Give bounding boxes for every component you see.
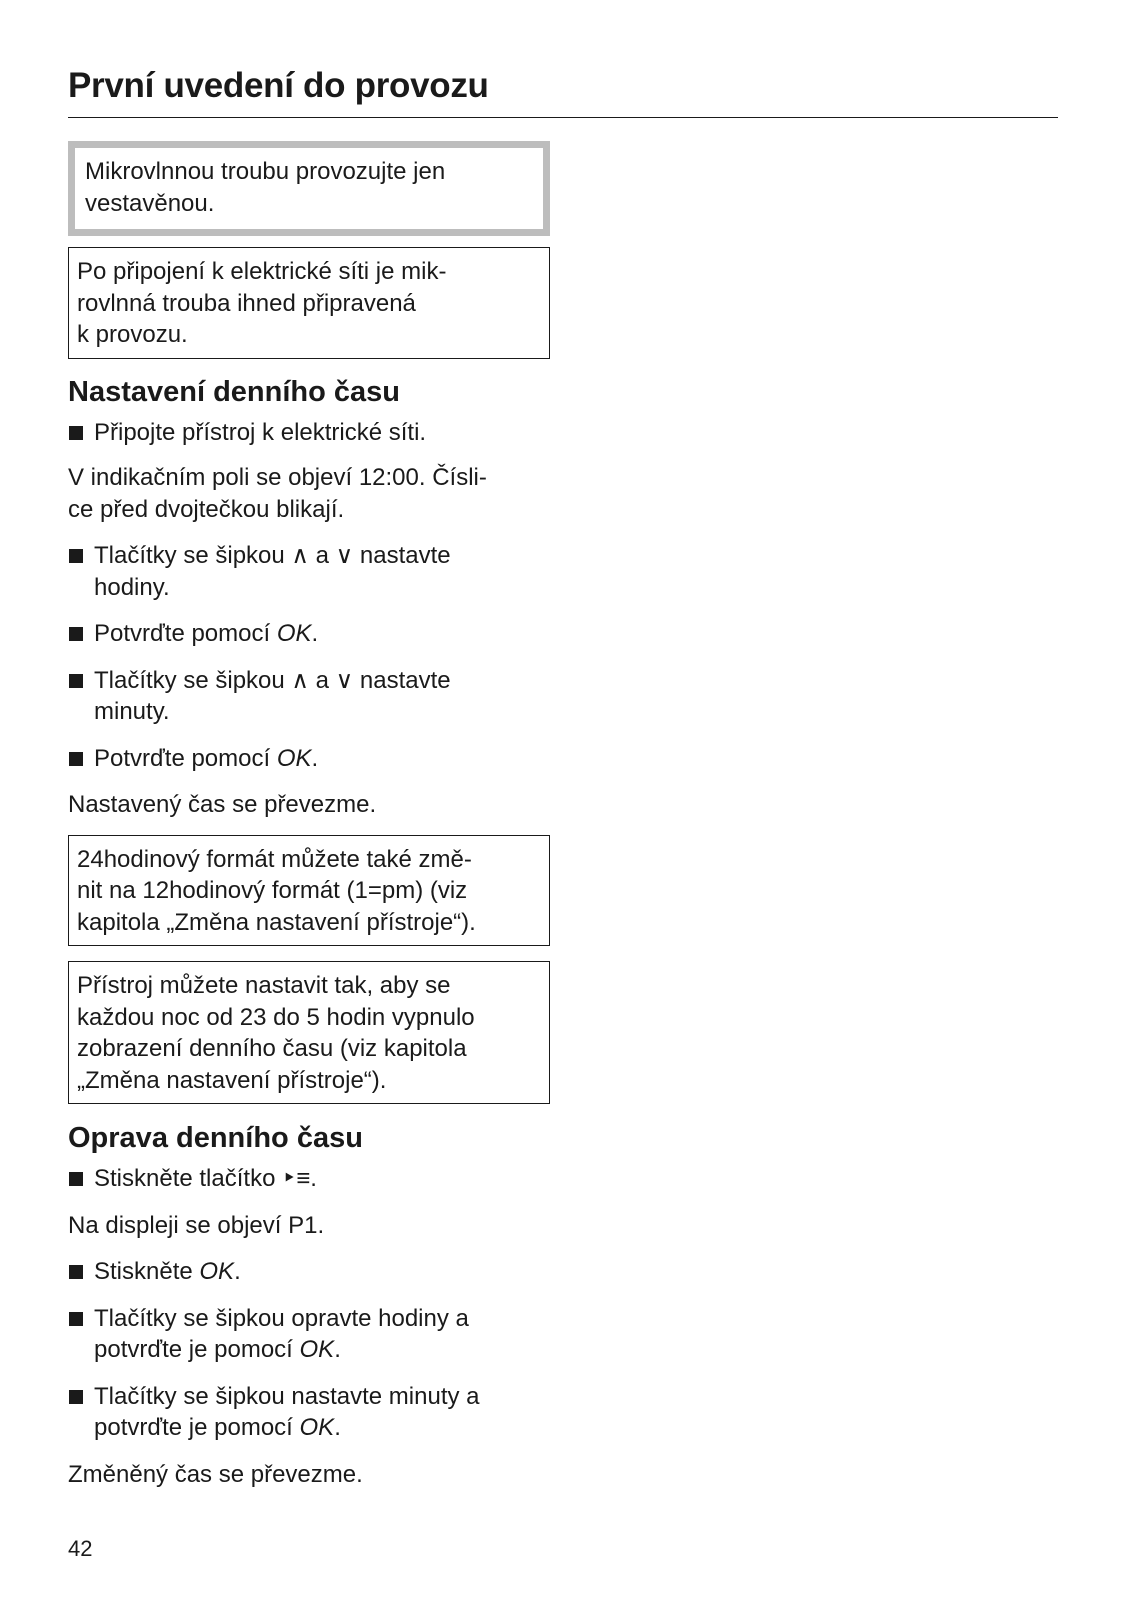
- step-correct-minutes: Tlačítky se šipkou nastavte minuty a potvrďte je pomocí OK.: [68, 1381, 550, 1444]
- main-column: [68, 141, 550, 1490]
- section-heading-correct-time: Oprava denního času: [68, 1122, 363, 1154]
- display-p1-info: Na displeji se objeví P1.: [68, 1211, 325, 1239]
- title-divider: [68, 117, 1058, 118]
- bullet-icon: [69, 674, 83, 688]
- ok-key-label: OK: [276, 744, 312, 772]
- ok-key-label: OK: [299, 1414, 335, 1441]
- bullet-icon: [69, 752, 83, 766]
- note-connect-line-2: rovlnná trouba ihned připravená: [77, 289, 416, 317]
- warning-line-2: vestavěnou.: [85, 189, 215, 217]
- bullet-icon: [69, 627, 83, 641]
- step-press-ok: Stiskněte OK.: [68, 1256, 550, 1288]
- step-correct-hours: Tlačítky se šipkou opravte hodiny a potvrďte je pomocí OK.: [68, 1303, 550, 1366]
- bullet-icon: [69, 1390, 83, 1404]
- warning-box: [68, 141, 550, 236]
- note-connect-line-1: Po připojení k elektrické síti je mik-: [77, 258, 447, 285]
- note-connect-box: [68, 247, 550, 359]
- warning-line-1: Mikrovlnnou troubu provozujte jen: [85, 158, 446, 185]
- bullet-icon: [69, 1172, 83, 1186]
- bullet-icon: [69, 1312, 83, 1326]
- step-press-menu-button: Stiskněte tlačítko ‣≡.: [68, 1163, 550, 1195]
- display-info-paragraph: V indikačním poli se objeví 12:00. Čísli- ce před dvojtečkou blikají.: [68, 464, 487, 523]
- step-set-minutes: Tlačítky se šipkou ∧ a ∨ nastavte minuty.: [68, 665, 550, 728]
- ok-key-label: OK: [276, 620, 312, 647]
- menu-key-icon: ‣≡: [282, 1165, 311, 1192]
- bullet-icon: [69, 549, 83, 563]
- step-confirm-hours: Potvrďte pomocí OK.: [68, 618, 550, 650]
- note-connect-line-3: k provozu.: [77, 321, 188, 348]
- step-set-hours: Tlačítky se šipkou ∧ a ∨ nastavte hodiny.: [68, 540, 550, 603]
- step-connect: Připojte přístroj k elektrické síti.: [68, 417, 550, 449]
- step-confirm-minutes: Potvrďte pomocí OK.: [68, 743, 550, 775]
- bullet-icon: [69, 1265, 83, 1279]
- result-changed-time: Změněný čas se převezme.: [68, 1460, 363, 1488]
- page-title: První uvedení do provozu: [68, 66, 489, 105]
- page-number: 42: [68, 1536, 93, 1561]
- note-format-box: 24hodinový formát můžete také změ- nit na 12hodinový formát (1=pm) (viz kapitola „Změna nastavení přístroje“).: [68, 835, 550, 947]
- bullet-icon: [69, 426, 83, 440]
- result-set-time: Nastavený čas se převezme.: [68, 791, 377, 818]
- note-night-box: Přístroj můžete nastavit tak, aby se každou noc od 23 do 5 hodin vypnulo zobrazení denního času (viz kapitola „Změna nastavení přístroje“).: [68, 961, 550, 1104]
- ok-key-label: OK: [199, 1258, 235, 1285]
- ok-key-label: OK: [299, 1336, 335, 1363]
- section-heading-set-time: Nastavení denního času: [68, 375, 400, 408]
